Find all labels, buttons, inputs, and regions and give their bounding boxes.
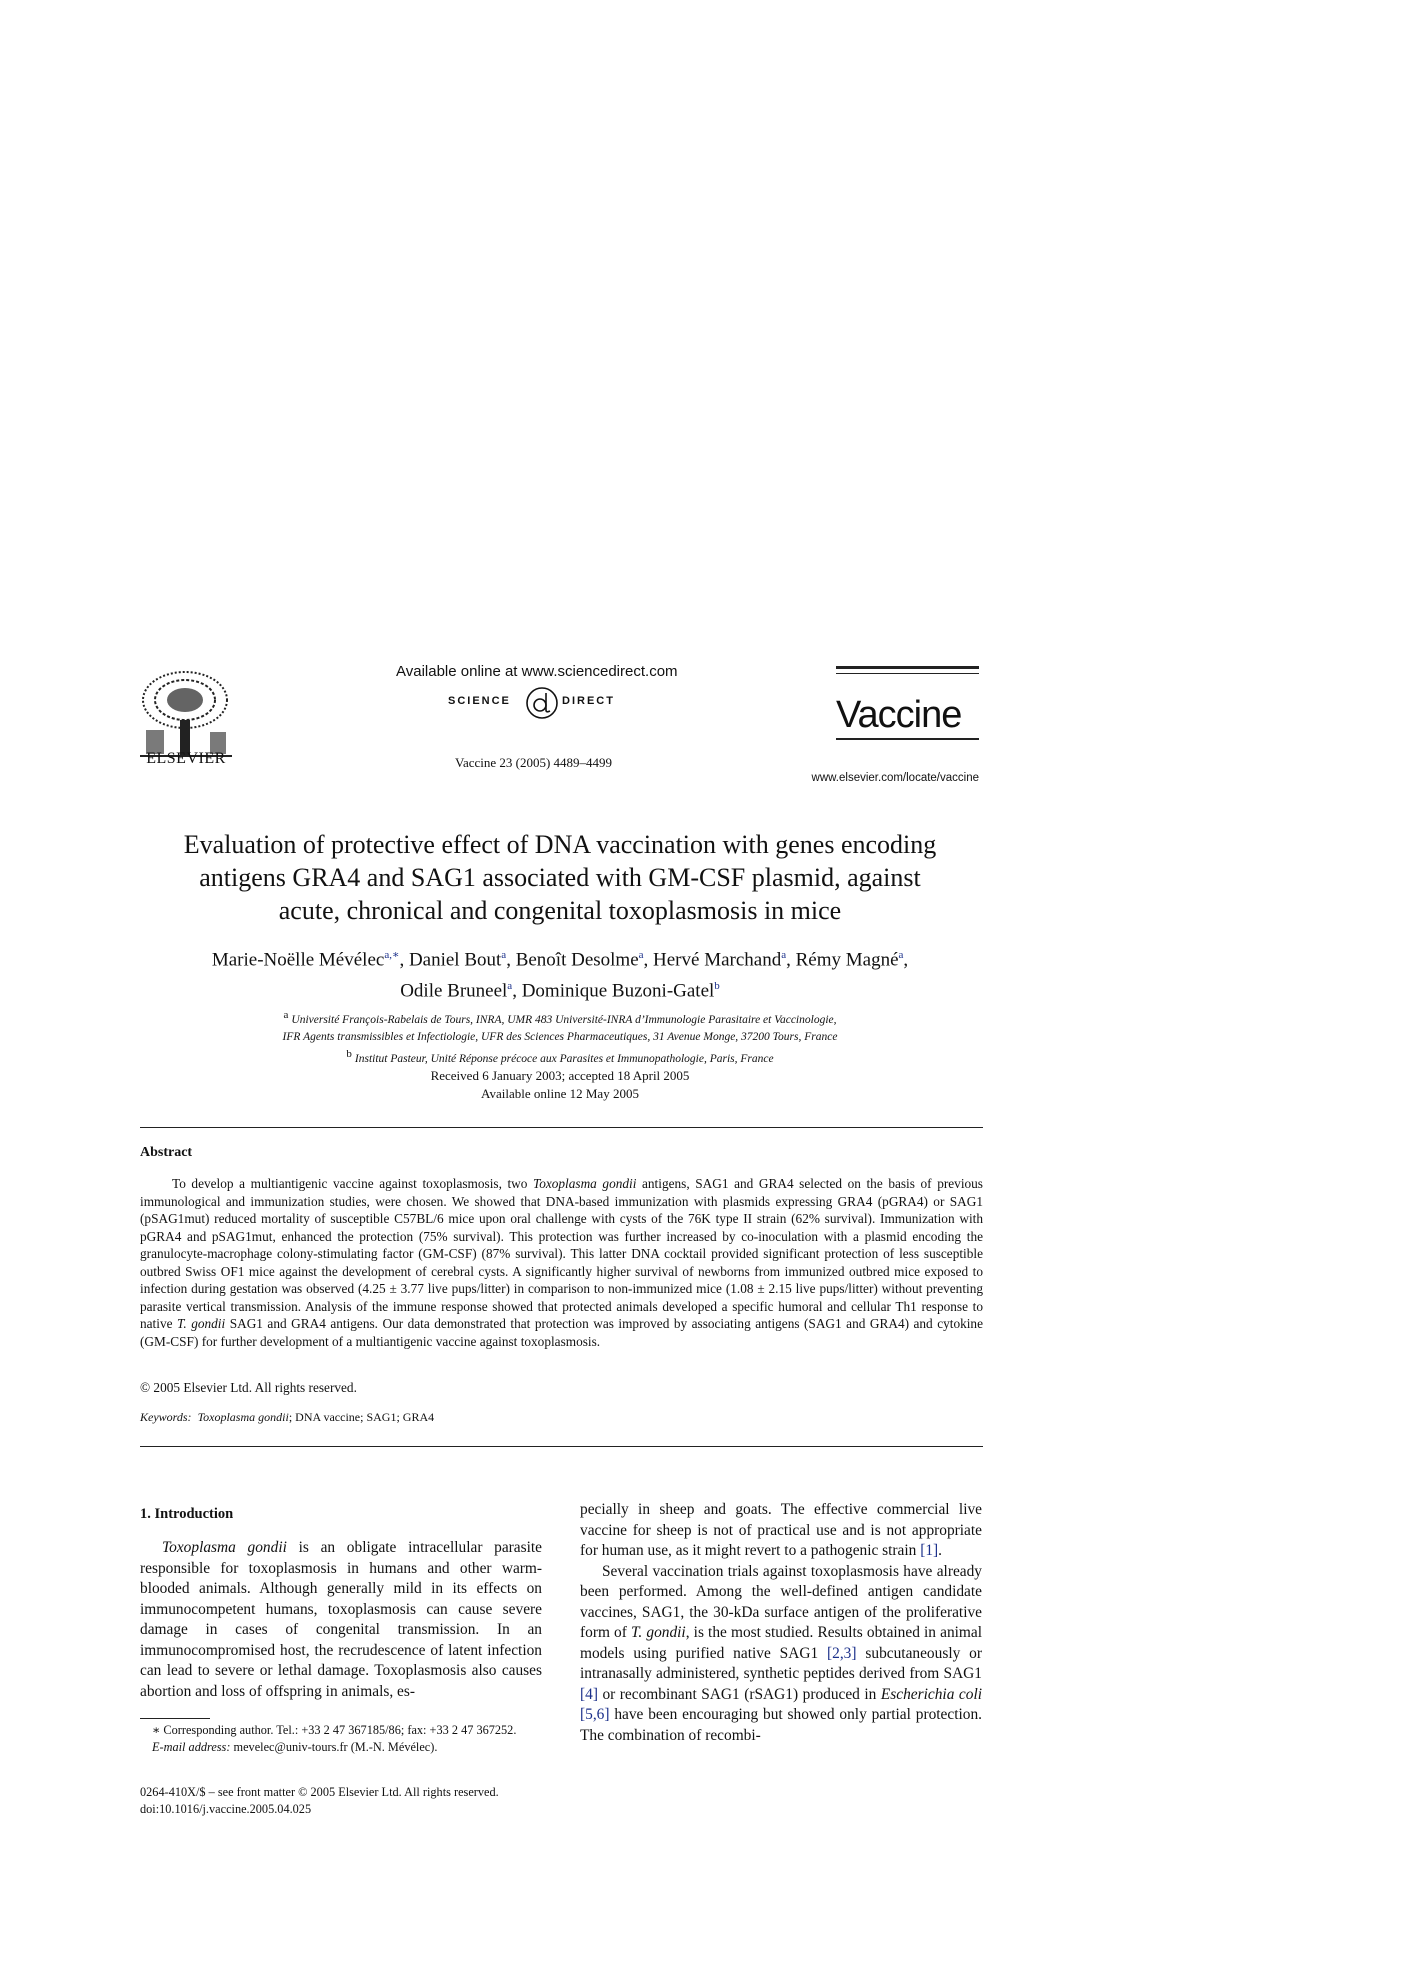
abstract-text: To develop a multiantigenic vaccine against toxoplasmosis, two — [172, 1176, 534, 1191]
author-name[interactable]: Daniel Bout — [408, 949, 502, 971]
sciencedirect-left: SCIENCE — [448, 695, 511, 707]
author-affiliation-mark[interactable]: a — [781, 949, 787, 961]
affiliation-mark: b — [346, 1047, 352, 1060]
affiliation-text: Institut Pasteur, Unité Réponse précoce aux Parasites et Immunopathologie, Paris, France — [354, 1052, 774, 1065]
left-column — [140, 1538, 542, 1702]
author-name[interactable]: Hervé Marchand — [653, 949, 782, 971]
title-line-3: acute, chronical and congenital toxoplasmosis in mice — [278, 896, 842, 925]
email-address[interactable]: mevelec@univ-tours.fr (M.-N. Mévélec). — [230, 1740, 438, 1754]
abstract-copyright: © 2005 Elsevier Ltd. All rights reserved. — [140, 1380, 357, 1395]
section-heading-introduction: 1. Introduction — [140, 1506, 234, 1522]
affiliation-text: Université François-Rabelais de Tours, INRA, UMR 483 Université-INRA d’Immunologie Parasitaire et Vaccinologie, — [291, 1013, 837, 1026]
article-dates — [140, 1067, 980, 1103]
abstract-italic: T. gondii — [176, 1316, 226, 1331]
abstract-text: antigens, SAG1 and GRA4 selected on the basis of previous immunological and immunization studies, were chosen. We showed that DNA-based immunization with plasmids expressing GRA4 (pGRA4) or SAG1 (pSAG1mut) reduced mortality of susceptible C57BL/6 mice upon oral challenge with cysts of the 76K type II strain (62% survival). Immunization with pGRA4 and pSAG1mut, enhanced the protection (75% survival). This protection was further increased by co-inoculation with a plasmid encoding the granulocyte-macrophage colony-stimulating factor (GM-CSF) (87% survival). This latter DNA cocktail provided significant protection of less susceptible outbred Swiss OF1 mice against the development of cerebral cysts. A significantly higher survival of newborns from immunized outbred mice exposed to infection during gestation was observed (4.25 ± 3.77 live pups/litter) in comparison to non-immunized mice (1.08 ± 2.15 live pups/litter) without preventing parasite vertical transmission. Analysis of the immune response showed that protected animals developed a specific humoral and cellular Th1 response to native — [140, 1176, 983, 1331]
author-line-1 — [140, 942, 980, 973]
author-affiliation-mark[interactable]: a — [898, 949, 904, 961]
author-affiliation-mark[interactable]: a — [501, 949, 507, 961]
abstract-heading: Abstract — [140, 1145, 193, 1160]
journal-citation: Vaccine 23 (2005) 4489–4499 — [455, 755, 613, 770]
journal-rule-top — [836, 666, 979, 669]
author-separator: , — [506, 949, 516, 971]
body-text: have been encouraging but showed only partial protection. The combination of recombi- — [580, 1706, 982, 1744]
abstract-italic: Toxoplasma gondii — [533, 1176, 637, 1191]
body-text: , is the most studied. Results obtained in animal models using purified native SAG1 — [580, 1624, 982, 1662]
body-text: is an obligate intracellular parasite responsible for toxoplasmosis in humans and other warm-blooded animals. Although generally mild in its effects on immunocompetent humans, toxoplasmosis can cause severe damage in cases of congenital transmission. In an immunocompromised host, the recrudescence of latent infection can lead to severe or lethal damage. Toxoplasmosis also causes abortion and loss of offspring in animals, es- — [140, 1539, 543, 1700]
email-label: E-mail address: — [152, 1740, 231, 1754]
affiliation-mark: a — [283, 1009, 289, 1021]
affiliation-a-line-1 — [140, 1007, 980, 1029]
vaccine-logo-underline — [836, 738, 979, 740]
received-date: Received 6 January 2003; accepted 18 April 2005 — [430, 1068, 690, 1083]
author-separator: , — [643, 949, 654, 971]
author-separator: , — [903, 949, 909, 971]
sciencedirect-right: DIRECT — [562, 695, 615, 707]
issn-line: 0264-410X/$ – see front matter © 2005 Elsevier Ltd. All rights reserved. — [140, 1785, 499, 1799]
issn-doi — [140, 1784, 499, 1818]
reference-link[interactable]: [5,6] — [580, 1706, 610, 1723]
abstract-top-rule — [140, 1127, 983, 1128]
elsevier-wordmark: ELSEVIER — [146, 750, 226, 767]
affiliations — [140, 1007, 980, 1068]
body-text: or recombinant SAG1 (rSAG1) produced in — [597, 1685, 881, 1703]
footnote — [140, 1722, 542, 1756]
title-line-1: Evaluation of protective effect of DNA vaccination with genes encoding — [183, 830, 937, 859]
author-separator: , — [512, 980, 522, 1002]
keywords — [140, 1410, 434, 1425]
sciencedirect-at-icon — [525, 683, 559, 723]
affiliation-a-line-2: IFR Agents transmissibles et Infectiologie, UFR des Sciences Pharmaceutiques, 31 Avenue Monge, 37200 Tours, France — [282, 1030, 838, 1043]
author-affiliation-mark[interactable]: a,∗ — [384, 949, 400, 961]
article-title — [140, 828, 980, 927]
body-italic: Escherichia coli — [880, 1685, 982, 1703]
reference-link[interactable]: [1] — [920, 1542, 939, 1559]
body-text: Several vaccination trials against toxoplasmosis have already been performed. Among the well-defined antigen candidate vaccines, SAG1, the 30-kDa surface antigen of the proliferative form of — [580, 1562, 982, 1641]
author-name[interactable]: Rémy Magné — [795, 949, 899, 971]
author-name[interactable]: Benoît Desolme — [515, 949, 639, 971]
author-affiliation-mark[interactable]: a — [638, 949, 644, 961]
reference-link[interactable]: [2,3] — [827, 1644, 857, 1662]
abstract-body — [140, 1175, 983, 1350]
affiliation-b — [140, 1046, 980, 1068]
footnote-corresponding: ∗ Corresponding author. Tel.: +33 2 47 367185/86; fax: +33 2 47 367252. — [152, 1723, 517, 1737]
author-separator: , — [786, 949, 796, 971]
author-name[interactable]: Dominique Buzoni-Gatel — [521, 980, 715, 1002]
abstract-bottom-rule — [140, 1446, 983, 1447]
keyword-list: ; DNA vaccine; SAG1; GRA4 — [288, 1410, 435, 1424]
footnote-rule — [140, 1718, 210, 1719]
body-text: pecially in sheep and goats. The effective commercial live vaccine for sheep is not of practical use and is not appropriate for human use, as it might revert to a pathogenic strain — [580, 1501, 982, 1559]
vaccine-journal-logo — [836, 690, 979, 744]
body-text: subcutaneously or intranasally administered, synthetic peptides derived from SAG1 — [580, 1644, 982, 1682]
sciencedirect-logo — [448, 683, 633, 723]
body-italic: T. gondii — [630, 1624, 686, 1641]
abstract-text: SAG1 and GRA4 antigens. Our data demonstrated that protection was improved by associating antigens (SAG1 and GRA4) and cytokine (GM-CSF) for further development of a multiantigenic vaccine against toxoplasmosis. — [140, 1316, 983, 1349]
author-affiliation-mark[interactable]: b — [714, 980, 720, 993]
online-date: Available online 12 May 2005 — [481, 1086, 639, 1101]
available-online-text: Available online at www.sciencedirect.com — [396, 663, 678, 680]
right-column — [580, 1500, 982, 1746]
footnote-email — [140, 1739, 542, 1756]
author-name[interactable]: Marie-Noëlle Mévélec — [211, 949, 385, 971]
author-affiliation-mark[interactable]: a — [507, 980, 513, 993]
reference-link[interactable]: [4] — [580, 1685, 598, 1703]
author-name[interactable]: Odile Bruneel — [400, 980, 508, 1002]
journal-url: www.elsevier.com/locate/vaccine — [811, 772, 979, 784]
author-separator: , — [399, 949, 409, 971]
journal-rule-bottom — [836, 673, 979, 674]
body-italic: Toxoplasma gondii — [162, 1539, 287, 1556]
vaccine-logo-text: Vaccine — [836, 694, 962, 736]
doi-line[interactable]: doi:10.1016/j.vaccine.2005.04.025 — [140, 1802, 312, 1816]
keywords-label: Keywords: — [140, 1410, 192, 1424]
title-line-2: antigens GRA4 and SAG1 associated with GM-CSF plasmid, against — [199, 863, 921, 892]
keyword: Toxoplasma gondii — [197, 1410, 289, 1424]
author-line-2 — [140, 973, 980, 1004]
author-list — [140, 942, 980, 1005]
body-text: . — [938, 1542, 943, 1559]
